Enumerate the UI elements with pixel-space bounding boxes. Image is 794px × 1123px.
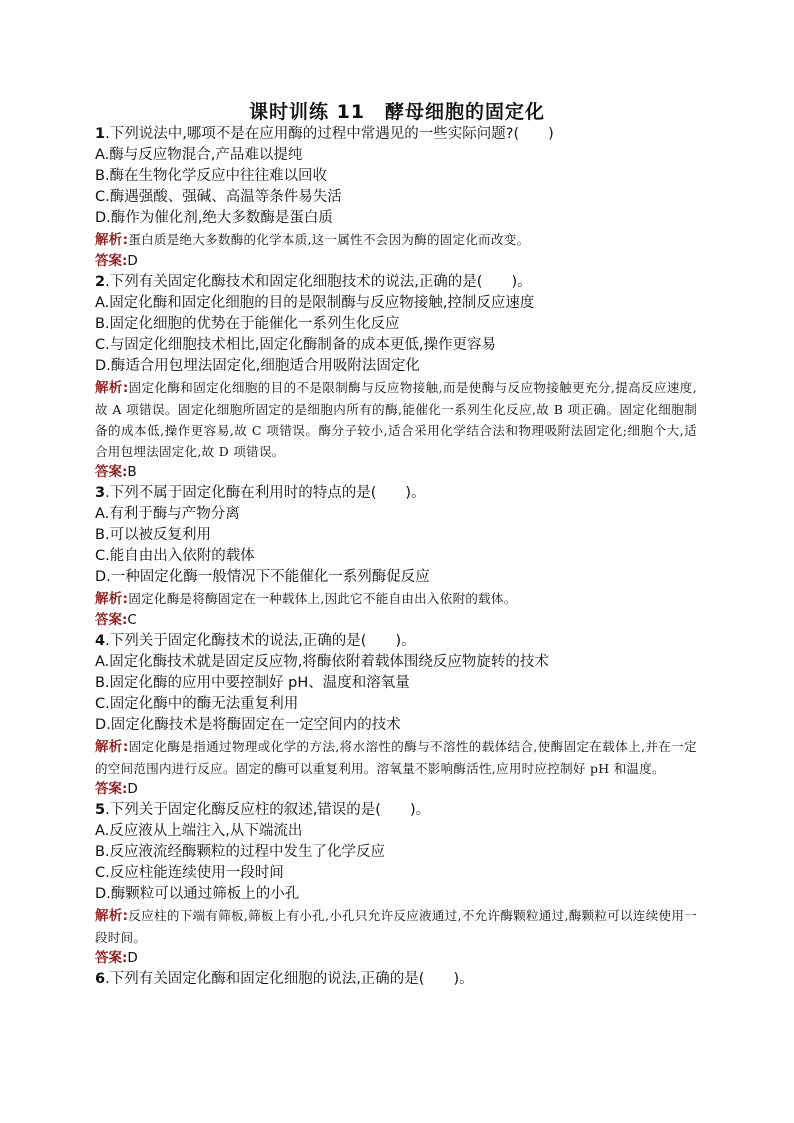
explanation-text: 反应柱的下端有筛板,筛板上有小孔,小孔只允许反应液通过,不允许酶颗粒通过,酶颗粒可以连续使用一段时间。 xyxy=(95,908,697,945)
answer-line xyxy=(95,610,697,631)
answer-option: A.固定化酶和固定化细胞的目的是限制酶与反应物接触,控制反应速度 xyxy=(95,295,535,311)
answer-value: C xyxy=(127,612,137,628)
question-text: .下列不属于固定化酶在利用时的特点的是( )。 xyxy=(105,485,426,501)
answer-label: 答案 xyxy=(95,612,122,628)
answer-value: D xyxy=(127,253,138,269)
explanation xyxy=(95,229,697,251)
question-number: 5 xyxy=(95,802,106,818)
explanation-label: 解析 xyxy=(95,380,123,396)
answer-colon: : xyxy=(122,464,128,480)
question-stem xyxy=(95,969,697,990)
answer-option: B.酶在生物化学反应中往往难以回收 xyxy=(95,168,328,184)
question-number: 1 xyxy=(95,126,106,142)
explanation-label: 解析 xyxy=(95,739,123,755)
answer-line xyxy=(95,948,697,969)
answer-option: C.固定化酶中的酶无法重复利用 xyxy=(95,696,299,712)
answer-option: D.一种固定化酶一般情况下不能催化一系列酶促反应 xyxy=(95,569,430,585)
answer-colon: : xyxy=(122,612,128,628)
question-stem xyxy=(95,483,697,504)
explanation-colon: : xyxy=(122,232,129,248)
question-text: .下列关于固定化酶技术的说法,正确的是( )。 xyxy=(105,633,416,649)
answer-label: 答案 xyxy=(95,950,122,966)
question-block xyxy=(95,272,697,483)
question-text: .下列有关固定化酶和固定化细胞的说法,正确的是( )。 xyxy=(105,971,474,987)
answer-option: C.能自由出入依附的载体 xyxy=(95,548,255,564)
answer-option: D.固定化酶技术是将酶固定在一定空间内的技术 xyxy=(95,717,401,733)
answer-option: B.固定化细胞的优势在于能催化一系列生化反应 xyxy=(95,316,400,332)
question-list xyxy=(95,124,697,990)
explanation-label: 解析 xyxy=(95,908,123,924)
explanation-colon: : xyxy=(122,739,129,755)
answer-option: C.与固定化细胞技术相比,固定化酶制备的成本更低,操作更容易 xyxy=(95,337,496,353)
question-stem xyxy=(95,272,697,293)
explanation xyxy=(95,736,697,779)
explanation xyxy=(95,588,697,610)
answer-option: B.固定化酶的应用中要控制好 pH、温度和溶氧量 xyxy=(95,675,410,691)
question-number: 3 xyxy=(95,485,106,501)
explanation-colon: : xyxy=(122,591,129,607)
answer-option: A.有利于酶与产物分离 xyxy=(95,506,240,522)
explanation-colon: : xyxy=(122,380,129,396)
answer-option: D.酶作为催化剂,绝大多数酶是蛋白质 xyxy=(95,210,333,226)
question-number: 6 xyxy=(95,971,106,987)
answer-option: A.固定化酶技术就是固定反应物,将酶依附着载体围绕反应物旋转的技术 xyxy=(95,654,549,670)
question-text: .下列有关固定化酶技术和固定化细胞技术的说法,正确的是( )。 xyxy=(105,274,532,290)
explanation-label: 解析 xyxy=(95,591,123,607)
explanation-text: 固定化酶和固定化细胞的目的不是限制酶与反应物接触,而是使酶与反应物接触更充分,提高反应速度,故 A 项错误。固定化细胞所固定的是细胞内所有的酶,能催化一系列生化反应,故 B 项正确。固定化细胞制备的成本低,操作更容易,故 C 项错误。酶分子较小,适合采用化学结合法和物理吸附法固定化;细胞个大,适合用包埋法固定化,故 D 项错误。 xyxy=(95,380,697,459)
answer-option: B.反应液流经酶颗粒的过程中发生了化学反应 xyxy=(95,844,386,860)
question-stem xyxy=(95,800,697,821)
answer-option: A.酶与反应物混合,产品难以提纯 xyxy=(95,147,303,163)
answer-line xyxy=(95,462,697,483)
question-stem xyxy=(95,124,697,145)
answer-option: C.反应柱能连续使用一段时间 xyxy=(95,865,284,881)
answer-value: D xyxy=(127,950,138,966)
answer-label: 答案 xyxy=(95,253,122,269)
question-block xyxy=(95,800,697,969)
question-text: .下列关于固定化酶反应柱的叙述,错误的是( )。 xyxy=(105,802,431,818)
question-number: 2 xyxy=(95,274,106,290)
answer-option: C.酶遇强酸、强碱、高温等条件易失活 xyxy=(95,189,342,205)
answer-label: 答案 xyxy=(95,464,122,480)
answer-option: D.酶适合用包埋法固定化,细胞适合用吸附法固定化 xyxy=(95,358,420,374)
question-block xyxy=(95,631,697,800)
question-block xyxy=(95,969,697,990)
answer-option: A.反应液从上端注入,从下端流出 xyxy=(95,823,303,839)
answer-option: D.酶颗粒可以通过筛板上的小孔 xyxy=(95,886,300,902)
answer-colon: : xyxy=(122,781,128,797)
explanation xyxy=(95,905,697,948)
answer-colon: : xyxy=(122,253,128,269)
answer-value: B xyxy=(127,464,137,480)
page-title: 课时训练 11 酵母细胞的固定化 xyxy=(248,101,546,123)
explanation-text: 固定化酶是指通过物理或化学的方法,将水溶性的酶与不溶性的载体结合,使酶固定在载体上,并在一定的空间范围内进行反应。固定的酶可以重复利用。溶氧量不影响酶活性,应用时应控制好 pH 和温度。 xyxy=(95,739,697,776)
question-stem xyxy=(95,631,697,652)
answer-option: B.可以被反复利用 xyxy=(95,527,212,543)
question-text: .下列说法中,哪项不是在应用酶的过程中常遇见的一些实际问题?( ) xyxy=(105,126,554,142)
answer-line xyxy=(95,779,697,800)
question-block xyxy=(95,483,697,631)
answer-colon: : xyxy=(122,950,128,966)
explanation-text: 固定化酶是将酶固定在一种载体上,因此它不能自由出入依附的载体。 xyxy=(128,591,517,606)
answer-line xyxy=(95,251,697,272)
answer-value: D xyxy=(127,781,138,797)
explanation-colon: : xyxy=(122,908,129,924)
question-number: 4 xyxy=(95,633,106,649)
explanation-label: 解析 xyxy=(95,232,123,248)
explanation xyxy=(95,377,697,462)
explanation-text: 蛋白质是绝大多数酶的化学本质,这一属性不会因为酶的固定化而改变。 xyxy=(128,232,530,247)
question-block xyxy=(95,124,697,272)
answer-label: 答案 xyxy=(95,781,122,797)
